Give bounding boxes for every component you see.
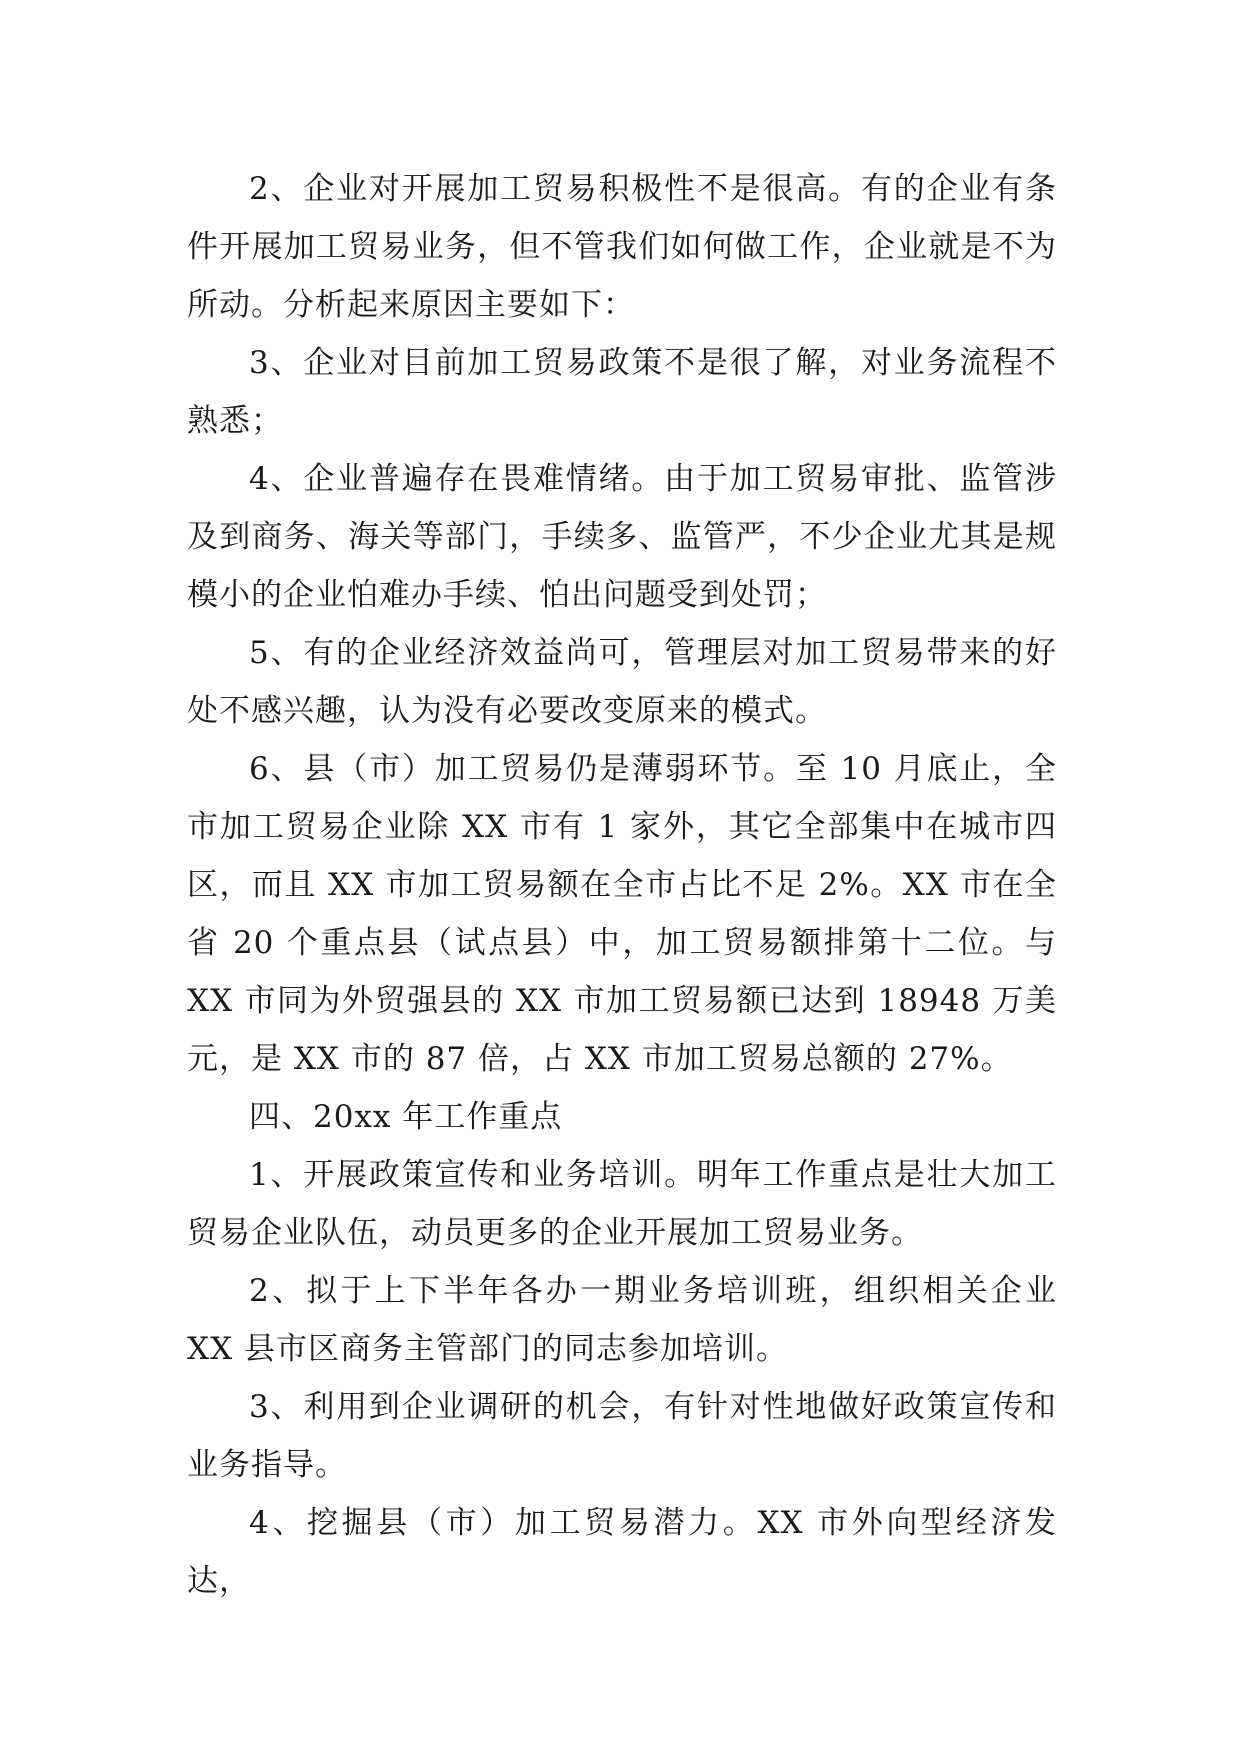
plan-item-1: 1、开展政策宣传和业务培训。明年工作重点是壮大加工贸易企业队伍，动员更多的企业开展加工贸易业务。 <box>187 1157 1057 1251</box>
paragraph-item-5: 5、有的企业经济效益尚可，管理层对加工贸易带来的好处不感兴趣，认为没有必要改变原来的模式。 <box>187 635 1057 729</box>
section-heading: 四、20xx 年工作重点 <box>249 1099 563 1135</box>
plan-item-4: 4、挖掘县（市）加工贸易潜力。XX 市外向型经济发达， <box>187 1505 1057 1599</box>
paragraph-item-6: 6、县（市）加工贸易仍是薄弱环节。至 10 月底止，全市加工贸易企业除 XX 市有 1 家外，其它全部集中在城市四区，而且 XX 市加工贸易额在全市占比不足 2%。XX 市在全省 20 个重点县（试点县）中，加工贸易额排第十二位。与 XX 市同为外贸强县的 XX 市加工贸易额已达到 18948 万美元，是 XX 市的 87 倍，占 XX 市加工贸易总额的 27%。 <box>187 751 1057 1077</box>
document-body <box>187 160 1057 1610</box>
paragraph-item-3: 3、企业对目前加工贸易政策不是很了解，对业务流程不熟悉； <box>187 345 1057 439</box>
paragraph-item-4: 4、企业普遍存在畏难情绪。由于加工贸易审批、监管涉及到商务、海关等部门，手续多、监管严，不少企业尤其是规模小的企业怕难办手续、怕出问题受到处罚； <box>187 461 1057 613</box>
paragraph-item-2: 2、企业对开展加工贸易积极性不是很高。有的企业有条件开展加工贸易业务，但不管我们如何做工作，企业就是不为所动。分析起来原因主要如下： <box>187 171 1057 323</box>
plan-item-2: 2、拟于上下半年各办一期业务培训班，组织相关企业 XX 县市区商务主管部门的同志参加培训。 <box>187 1273 1057 1367</box>
plan-item-3: 3、利用到企业调研的机会，有针对性地做好政策宣传和业务指导。 <box>187 1389 1057 1483</box>
